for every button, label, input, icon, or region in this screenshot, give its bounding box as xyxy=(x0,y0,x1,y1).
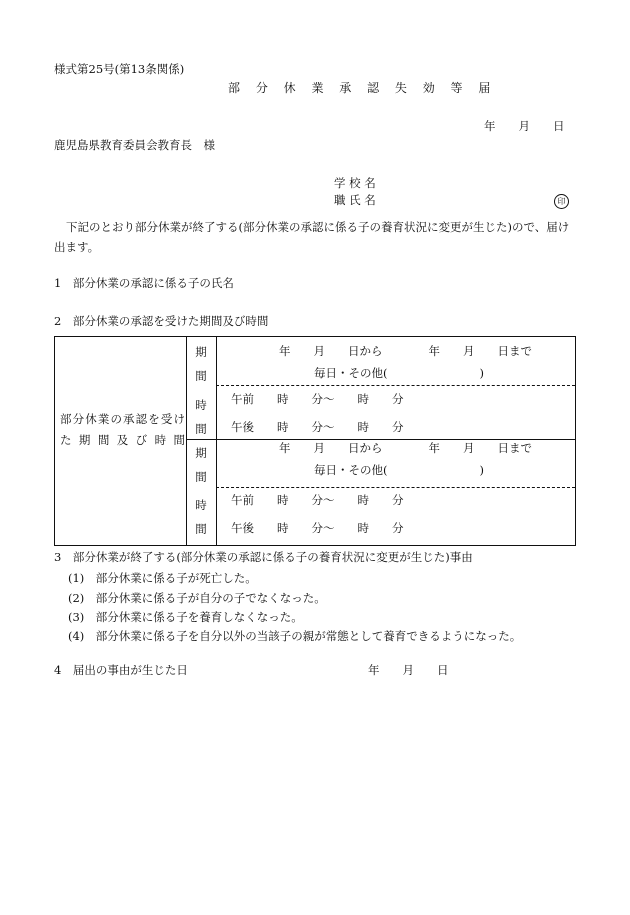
school-name-label: 学 校 名 xyxy=(334,176,376,190)
intro-paragraph: 下記のとおり部分休業が終了する(部分休業の承認に係る子の養育状況に変更が生じた)ので、届け出ます。 xyxy=(54,220,570,254)
time-am-2: 午前 時 分～ 時 分 xyxy=(231,493,404,507)
table-divider-left xyxy=(186,337,187,545)
time-am-1: 午前 時 分～ 時 分 xyxy=(231,392,404,406)
period-label-2: 期間 xyxy=(195,446,207,484)
period-frequency-1: 毎日・その他( ) xyxy=(314,366,484,380)
submission-date: 年 月 日 xyxy=(484,119,565,133)
reason-item: (3) 部分休業に係る子を養育しなくなった。 xyxy=(68,610,303,624)
document-title: 部 分 休 業 承 認 失 効 等 届 xyxy=(228,81,497,95)
occurrence-date: 年 月 日 xyxy=(368,663,449,677)
table-divider-label xyxy=(216,337,217,545)
time-pm-1: 午後 時 分～ 時 分 xyxy=(231,420,404,434)
form-number: 様式第25号(第13条関係) xyxy=(54,62,185,76)
reason-item: (4) 部分休業に係る子を自分以外の当該子の親が常態として養育できるようになった。 xyxy=(68,629,522,643)
reason-item: (2) 部分休業に係る子が自分の子でなくなった。 xyxy=(68,591,326,605)
section-2-heading: 2 部分休業の承認を受けた期間及び時間 xyxy=(54,314,269,328)
period-range-2: 年 月 日から 年 月 日まで xyxy=(279,441,532,455)
period-frequency-2: 毎日・その他( ) xyxy=(314,463,484,477)
seal-mark: 印 xyxy=(554,194,569,209)
addressee: 鹿児島県教育委員会教育長 様 xyxy=(54,138,215,152)
table-left-label: 部分休業の承認を受けた期間及び時間 xyxy=(60,412,185,447)
table-dashed-line-1 xyxy=(216,385,575,386)
table-dashed-line-2 xyxy=(216,487,575,488)
time-label-1: 時間 xyxy=(195,398,207,436)
section-4-heading: 4 届出の事由が生じた日 xyxy=(54,663,188,677)
section-1-heading: 1 部分休業の承認に係る子の氏名 xyxy=(54,276,234,290)
reason-item: (1) 部分休業に係る子が死亡した。 xyxy=(68,571,257,585)
period-label-1: 期間 xyxy=(195,345,207,383)
period-time-table xyxy=(54,336,576,546)
time-pm-2: 午後 時 分～ 時 分 xyxy=(231,521,404,535)
section-3-heading: 3 部分休業が終了する(部分休業の承認に係る子の養育状況に変更が生じた)事由 xyxy=(54,550,473,564)
period-range-1: 年 月 日から 年 月 日まで xyxy=(279,344,532,358)
time-label-2: 時間 xyxy=(195,498,207,536)
table-middle-line xyxy=(186,439,575,440)
employee-name-label: 職 氏 名 xyxy=(334,193,376,207)
